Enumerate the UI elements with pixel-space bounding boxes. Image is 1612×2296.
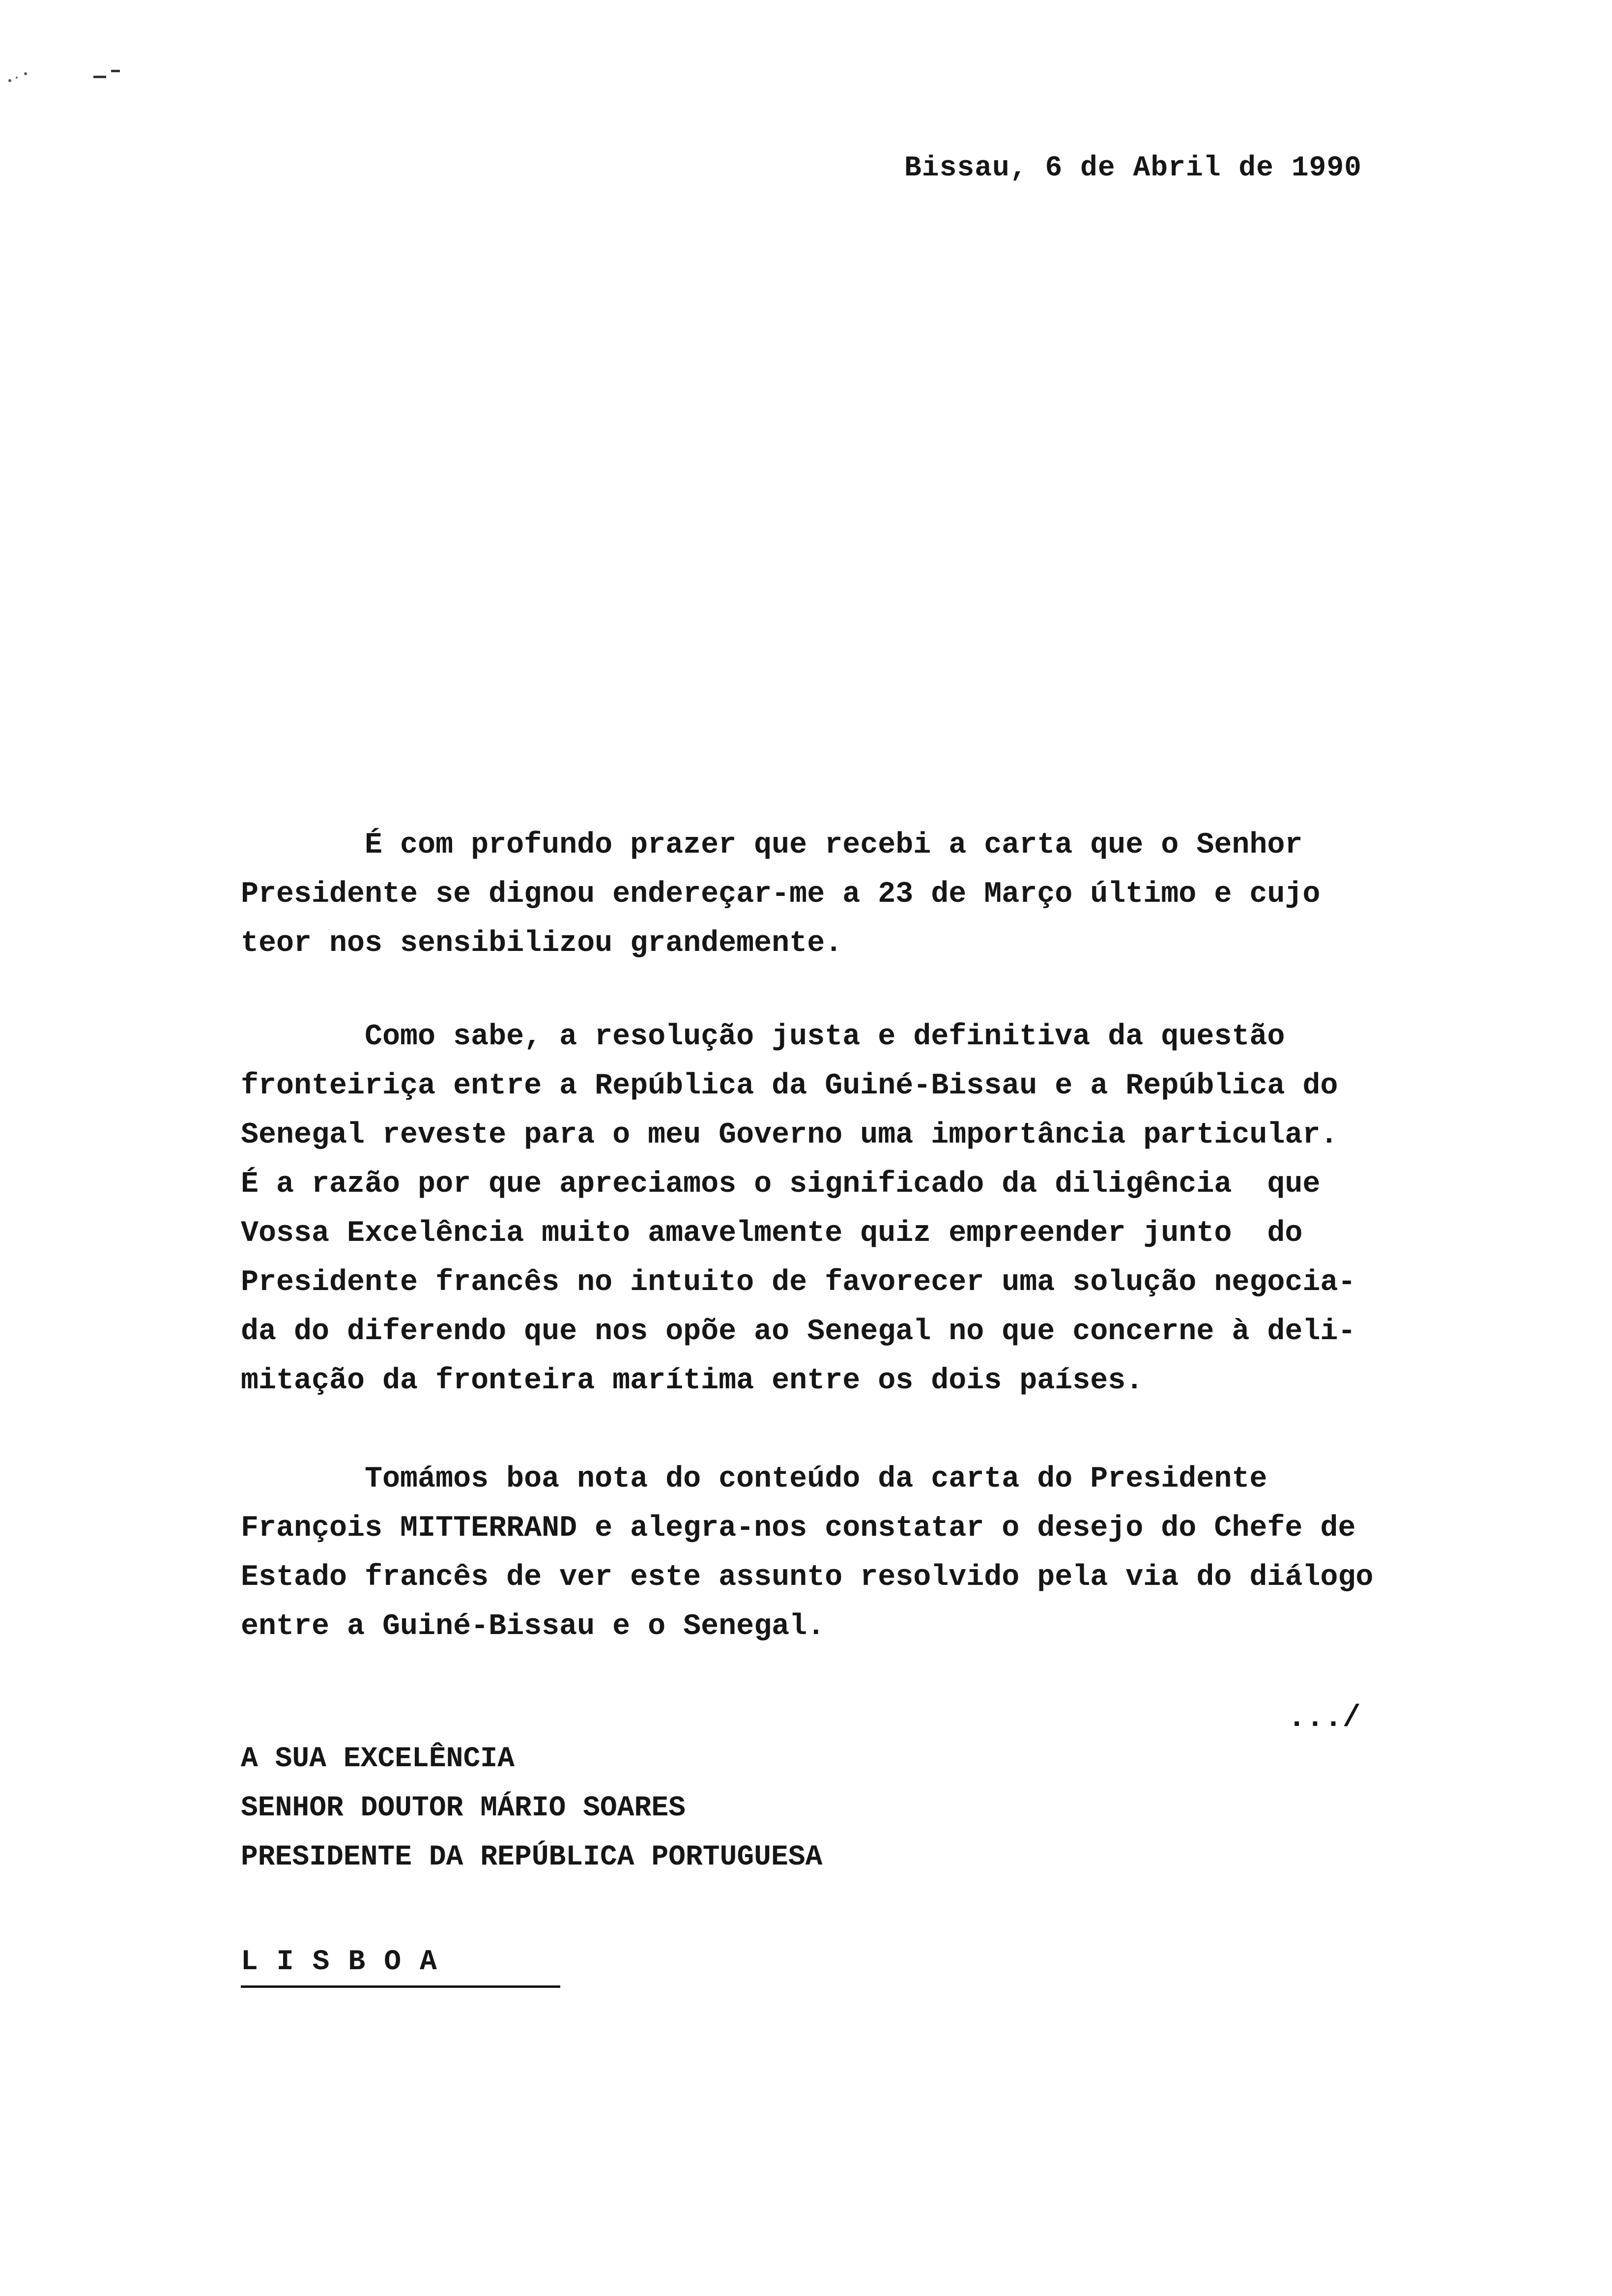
- paragraph-1: [241, 821, 1499, 968]
- paragraph-text: É com profundo prazer que recebi a carta que o Senhor Presidente se dignou endereçar-me a 23 de Março último e cujo teor nos sensibilizou grandemente.: [241, 829, 1321, 960]
- address-line: A SUA EXCELÊNCIA: [241, 1743, 515, 1775]
- date-line: Bissau, 6 de Abril de 1990: [904, 152, 1362, 184]
- paragraph-2: [241, 1012, 1499, 1406]
- paragraph-text: Como sabe, a resolução justa e definitiva da questão fronteiriça entre a República da Guiné-Bissau e a República do Senegal reveste para o meu Governo uma importância particular. É a razão por que apreciamos o significado da diligência que Vossa Excelência muito amavelmente quiz empreender junto do Presidente francês no intuito de favorecer uma solução negocia- da do diferendo que nos opõe ao Senegal no que concerne à deli- mitação da fronteira marítima entre os dois países.: [241, 1020, 1356, 1398]
- scan-specks: [0, 59, 128, 88]
- recipient-city: LISBOA: [241, 1946, 456, 1978]
- recipient-address: [241, 1735, 822, 1882]
- paragraph-text: Tomámos boa nota do conteúdo da carta do Presidente François MITTERRAND e alegra-nos constatar o desejo do Chefe de Estado francês de ver este assunto resolvido pela via do diálogo entre a Guiné-Bissau e o Senegal.: [241, 1463, 1374, 1643]
- paragraph-3: [241, 1455, 1499, 1651]
- continuation-mark: .../: [1288, 1700, 1361, 1735]
- address-line: SENHOR DOUTOR MÁRIO SOARES: [241, 1792, 686, 1824]
- city-underline: [241, 1985, 560, 1988]
- address-line: PRESIDENTE DA REPÚBLICA PORTUGUESA: [241, 1841, 823, 1873]
